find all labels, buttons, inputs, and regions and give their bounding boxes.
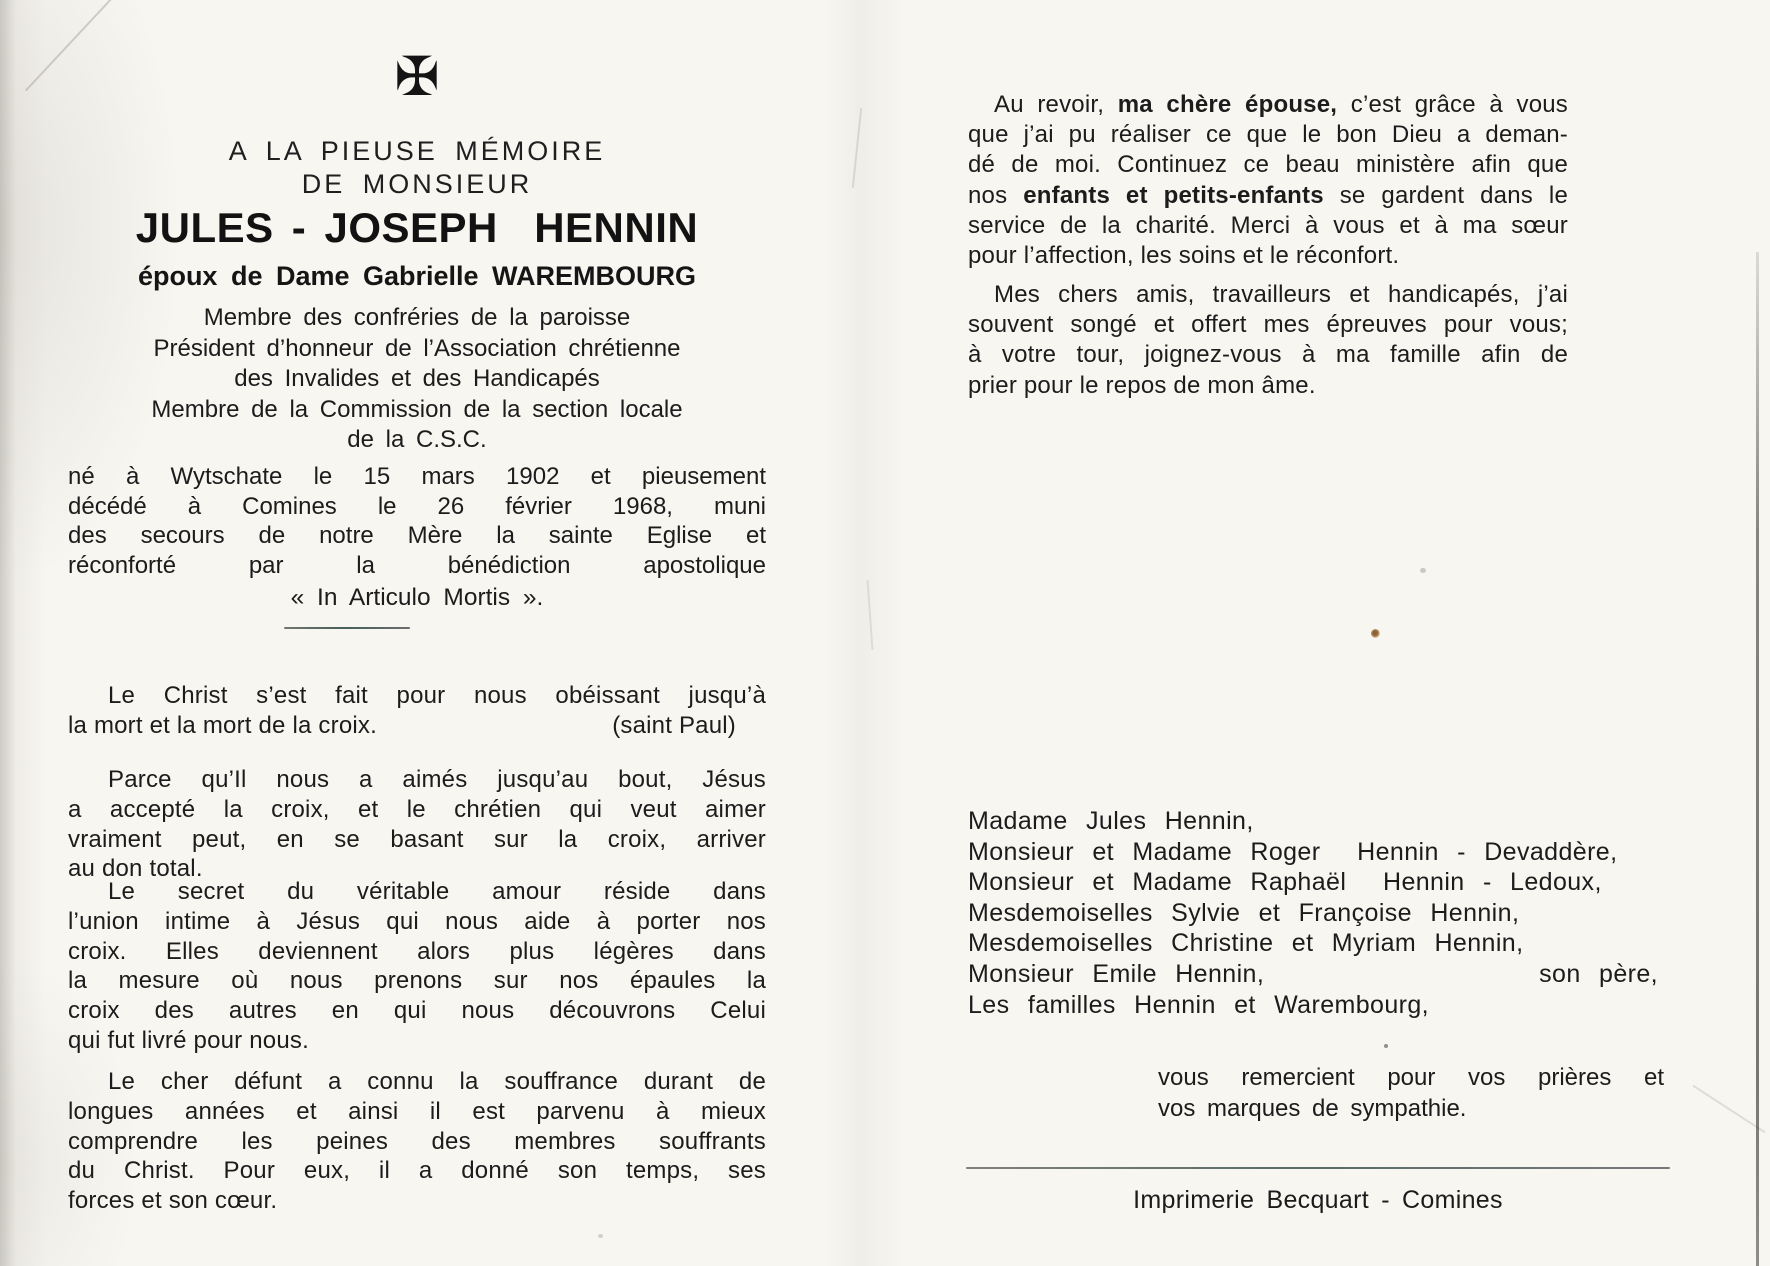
titles-block [68,303,766,456]
quote-line: Le Christ s’est fait pour nous obéissant jusqu’à [108,682,766,709]
paragraph-line: pour l’affection, les soins et le réconfort. [968,242,1400,270]
printer-line: Imprimerie Becquart - Comines [1133,1186,1503,1214]
text: Au revoir, [994,91,1118,118]
family-line: Monsieur et Madame Roger Hennin - Devaddère, [968,837,1618,866]
paragraph-line: prier pour le repos de mon âme. [968,371,1316,399]
paragraph-line: l’union intime à Jésus qui nous aide à porter nos [68,907,766,935]
paragraph-line [968,90,1568,120]
text: (saint Paul) [612,711,736,739]
paper-speck [1384,1044,1388,1048]
vita-line: des secours de notre Mère la sainte Eglise et [68,522,766,550]
quote-line [68,711,766,741]
paragraph-line: comprendre les peines des membres souffrants [68,1127,766,1155]
paper-crease [1692,1085,1765,1134]
family-list [968,806,1660,1020]
paragraph-line: la mesure où nous prenons sur nos épaules la [68,967,766,995]
title-line: Membre de la Commission de la section locale [151,395,683,423]
paper-fold-mark [867,580,874,650]
paper-speck [1420,568,1426,573]
paper-speck [598,1234,603,1238]
vita-line: décédé à Comines le 26 février 1968, muni [68,492,766,520]
paragraph-line: qui fut livré pour nous. [68,1026,309,1054]
bold-text: ma chère épouse, [1117,91,1338,118]
paragraph-line: longues années et ainsi il est parvenu à mieux [68,1097,766,1125]
quote-paragraph [68,681,766,741]
farewell-paragraph [968,90,1568,271]
friends-paragraph [968,280,1568,401]
paragraph-line: Le secret du véritable amour réside dans [108,878,766,905]
text: nos [968,181,1024,209]
paragraph-line: service de la charité. Merci à vous et à ma sœur [968,211,1568,239]
thanks-line: vos marques de sympathie. [1158,1095,1467,1122]
paragraph-line: a accepté la croix, et le chrétien qui veut aimer [68,795,766,823]
paragraph-line: croix. Elles deviennent alors plus légères dans [68,937,766,965]
family-line [968,959,1660,990]
title-line: des Invalides et des Handicapés [234,365,600,392]
bold-text: enfants et petits-enfants [1023,181,1324,209]
vita-line: né à Wytschate le 15 mars 1902 et pieusement [68,463,766,490]
title-line: Président d’honneur de l’Association chrétienne [153,334,681,362]
text: c’est grâce à vous [1337,91,1568,118]
paragraph-line: croix des autres en qui nous découvrons Celui [68,997,766,1025]
paragraph-line: au don total. [68,855,203,883]
printer-divider [966,1167,1670,1169]
paragraph-line: du Christ. Pour eux, il a donné son temps, ses [68,1157,766,1185]
paragraph-line: souvent songé et offert mes épreuves pour vous; [968,311,1568,339]
paragraph-line: vraiment peut, en se basant sur la croix, arriver [68,825,766,853]
memorial-cross-icon: ✠ [394,45,440,108]
section-divider [284,627,410,629]
paragraph-line: à votre tour, joignez-vous à ma famille afin de [968,341,1568,369]
paragraph-line: dé de moi. Continuez ce beau ministère afin que [968,151,1568,179]
paragraph-line: Mes chers amis, travailleurs et handicapés, j’ai [994,281,1568,308]
vita-line: réconforté par la bénédiction apostolique [68,551,766,579]
memorial-header-line2: DE MONSIEUR [301,169,533,199]
vita-block [68,462,766,580]
family-line: Monsieur et Madame Raphaël Hennin - Ledoux, [968,868,1602,897]
vita-quote-line: « In Articulo Mortis ». [290,584,544,611]
paper-fold-mark [852,108,862,188]
paragraph-secret [68,877,766,1056]
scan-edge-shadow [1756,252,1759,1266]
spouse-line: époux de Dame Gabrielle WAREMBOURG [137,261,697,291]
text: se gardent dans le [1323,181,1568,209]
thanks-line: vous remercient pour vos prières et [1158,1064,1664,1091]
text: Monsieur Emile Hennin, [968,959,1265,988]
paragraph-line: forces et son cœur. [68,1187,278,1215]
family-line: Mesdemoiselles Sylvie et Françoise Hennin, [968,898,1520,927]
thanks-block [1158,1062,1664,1124]
family-line: Mesdemoiselles Christine et Myriam Hennin, [968,929,1524,958]
memorial-header-line1: A LA PIEUSE MÉMOIRE [228,136,606,166]
paragraph-line: Le cher défunt a connu la souffrance durant de [108,1068,766,1095]
title-line: de la C.S.C. [347,426,487,453]
paragraph-line: que j’ai pu réaliser ce que le bon Dieu a deman- [968,121,1568,149]
text: la mort et la mort de la croix. [68,711,377,739]
family-line: Madame Jules Hennin, [968,807,1254,835]
title-line: Membre des confréries de la paroisse [203,304,631,331]
text: son père, [1539,959,1658,988]
deceased-name: JULES - JOSEPH HENNIN [135,204,699,251]
paragraph-suffering [68,1067,766,1216]
paper-speck [1371,629,1380,638]
family-line: Les familles Hennin et Warembourg, [968,990,1430,1019]
paragraph-cross [68,765,766,884]
paragraph-line: Parce qu’Il nous a aimés jusqu’au bout, Jésus [108,766,766,793]
paragraph-line [968,181,1568,211]
